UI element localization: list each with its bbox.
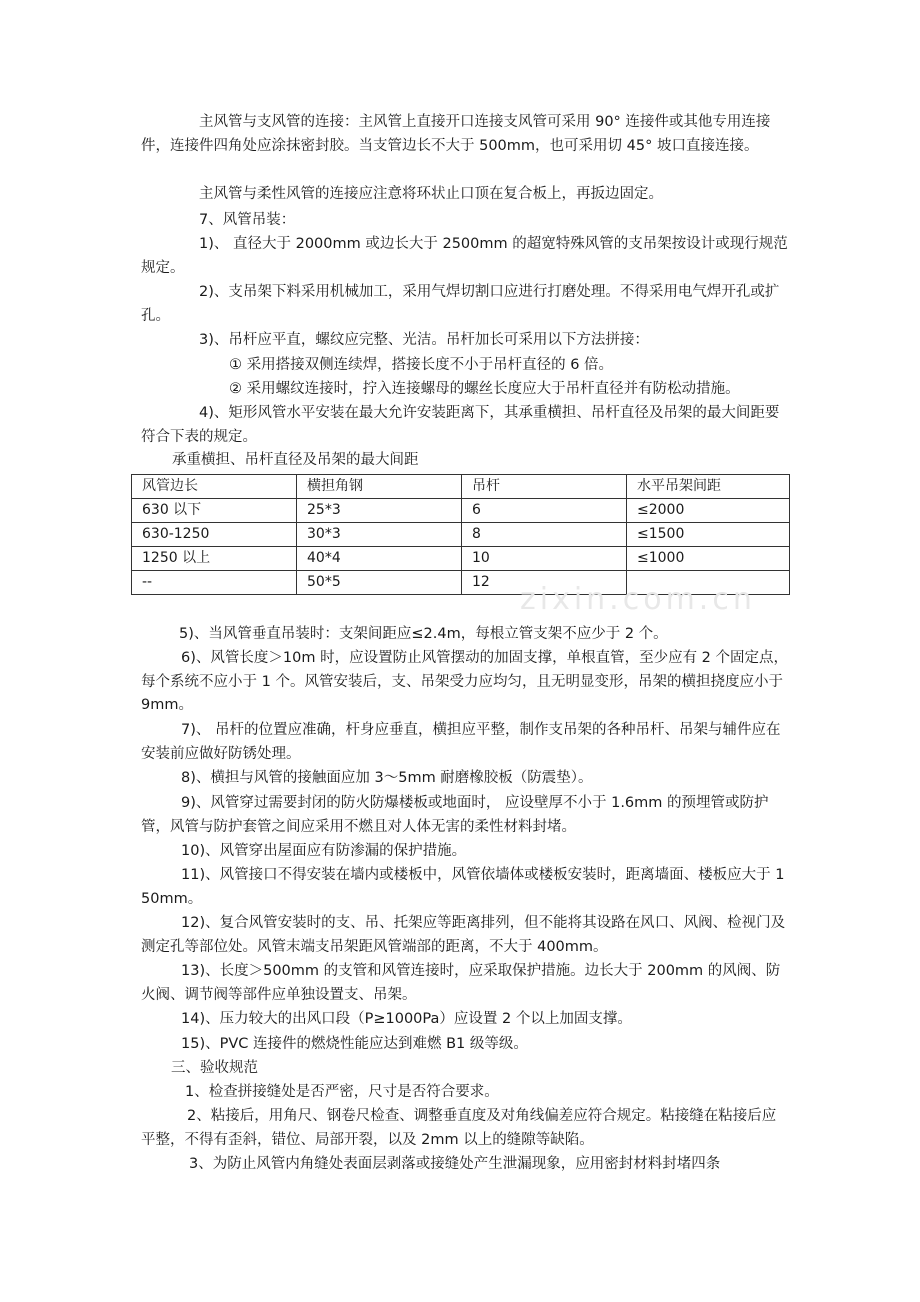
paragraph-item-7: 7)、 吊杆的位置应准确，杆身应垂直，横担应平整，制作支吊架的各种吊杆、吊架与辅件应在安装前应做好防锈处理。 (141, 722, 781, 762)
table-cell: ≤2000 (627, 499, 790, 523)
watermark-text: zixin.com.cn (520, 582, 756, 617)
spacing-table (131, 474, 790, 595)
table-header-cell: 横担角钢 (297, 475, 462, 499)
table-cell: 630-1250 (132, 523, 297, 547)
table-cell: 25*3 (297, 499, 462, 523)
paragraph-item-6: 6)、风管长度＞10m 时，应设置防止风管摆动的加固支撑，单根直管，至少应有 2 个固定点，每个系统不应小于 1 个。风管安装后，支、吊架受力应均匀，且无明显变形，吊架的横担挠度应小于 9mm。 (141, 650, 789, 713)
table-cell: -- (132, 571, 297, 595)
table-row (132, 523, 790, 547)
paragraph-subitem-2: ② 采用螺纹连接时，拧入连接螺母的螺丝长度应大于吊杆直径并有防松动措施。 (229, 381, 740, 397)
paragraph-subitem-1: ① 采用搭接双侧连续焊，搭接长度不小于吊杆直径的 6 倍。 (229, 357, 614, 373)
table-cell: 40*4 (297, 547, 462, 571)
table-header-cell: 水平吊架间距 (627, 475, 790, 499)
table-cell: 1250 以上 (132, 547, 297, 571)
paragraph-item-4: 4)、矩形风管水平安装在最大允许安装距离下，其承重横担、吊杆直径及吊架的最大间距要符合下表的规定。 (141, 405, 780, 445)
table-cell: 10 (462, 547, 627, 571)
table-header-cell: 风管边长 (132, 475, 297, 499)
paragraph-flexible-connection: 主风管与柔性风管的连接应注意将环状止口顶在复合板上，再扳边固定。 (199, 186, 663, 202)
paragraph-item-2: 2)、支吊架下料采用机械加工，采用气焊切割口应进行打磨处理。不得采用电气焊开孔或扩孔。 (141, 284, 780, 324)
paragraph-branch-connection: 主风管与支风管的连接：主风管上直接开口连接支风管可采用 90° 连接件或其他专用连接件，连接件四角处应涂抹密封胶。当支管边长不大于 500mm，也可采用切 45° 坡口直接连接。 (141, 114, 771, 154)
table-cell: 30*3 (297, 523, 462, 547)
paragraph-item-3: 3)、吊杆应平直，螺纹应完整、光洁。吊杆加长可采用以下方法拼接： (199, 332, 649, 348)
paragraph-item-11: 11)、风管接口不得安装在墙内或楼板中，风管依墙体或楼板安装时，距离墙面、楼板应大于 150mm。 (141, 867, 785, 907)
table-row (132, 547, 790, 571)
table-header-row (132, 475, 790, 499)
acceptance-item-2: 2、粘接后，用角尺、钢卷尺检查、调整垂直度及对角线偏差应符合规定。粘接缝在粘接后应平整，不得有歪斜，错位、局部开裂，以及 2mm 以上的缝隙等缺陷。 (141, 1108, 777, 1148)
paragraph-item-10: 10)、风管穿出屋面应有防渗漏的保护措施。 (181, 843, 467, 859)
paragraph-item-13: 13)、长度＞500mm 的支管和风管连接时，应采取保护措施。边长大于 200mm 的风阀、防火阀、调节阀等部件应单独设置支、吊架。 (141, 963, 781, 1003)
table-caption: 承重横担、吊杆直径及吊架的最大间距 (172, 452, 419, 468)
table-cell: 50*5 (297, 571, 462, 595)
table-cell: ≤1000 (627, 547, 790, 571)
table-cell: 630 以下 (132, 499, 297, 523)
table-cell: 8 (462, 523, 627, 547)
paragraph-item-14: 14)、压力较大的出风口段（P≥1000Pa）应设置 2 个以上加固支撑。 (181, 1011, 632, 1027)
table-cell: 6 (462, 499, 627, 523)
paragraph-item-1: 1)、 直径大于 2000mm 或边长大于 2500mm 的超宽特殊风管的支吊架按设计或现行规范规定。 (141, 236, 788, 276)
table-cell: 12 (462, 571, 627, 595)
paragraph-item-9: 9)、风管穿过需要封闭的防火防爆楼板或地面时， 应设壁厚不小于 1.6mm 的预埋管或防护管，风管与防护套管之间应采用不燃且对人体无害的柔性材料封堵。 (141, 795, 769, 835)
table-cell: ≤1500 (627, 523, 790, 547)
table-header-cell: 吊杆 (462, 475, 627, 499)
paragraph-item-8: 8)、横担与风管的接触面应加 3～5mm 耐磨橡胶板（防震垫）。 (181, 770, 593, 786)
acceptance-item-1: 1、检查拼接缝处是否严密，尺寸是否符合要求。 (185, 1084, 499, 1100)
paragraph-item-15: 15)、PVC 连接件的燃烧性能应达到难燃 B1 级等级。 (181, 1036, 528, 1052)
acceptance-item-3: 3、为防止风管内角缝处表面层剥落或接缝处产生泄漏现象，应用密封材料封堵四条 (189, 1156, 721, 1172)
paragraph-item-5: 5)、当风管垂直吊装时：支架间距应≤2.4m，每根立管支架不应少于 2 个。 (179, 626, 668, 642)
section-heading-acceptance: 三、验收规范 (171, 1060, 258, 1076)
paragraph-item-12: 12)、复合风管安装时的支、吊、托架应等距离排列，但不能将其设路在风口、风阀、检视门及测定孔等部位处。风管末端支吊架距风管端部的距离，不大于 400mm。 (141, 915, 786, 955)
section-heading-hoisting: 7、风管吊装： (199, 212, 296, 228)
table-row (132, 499, 790, 523)
